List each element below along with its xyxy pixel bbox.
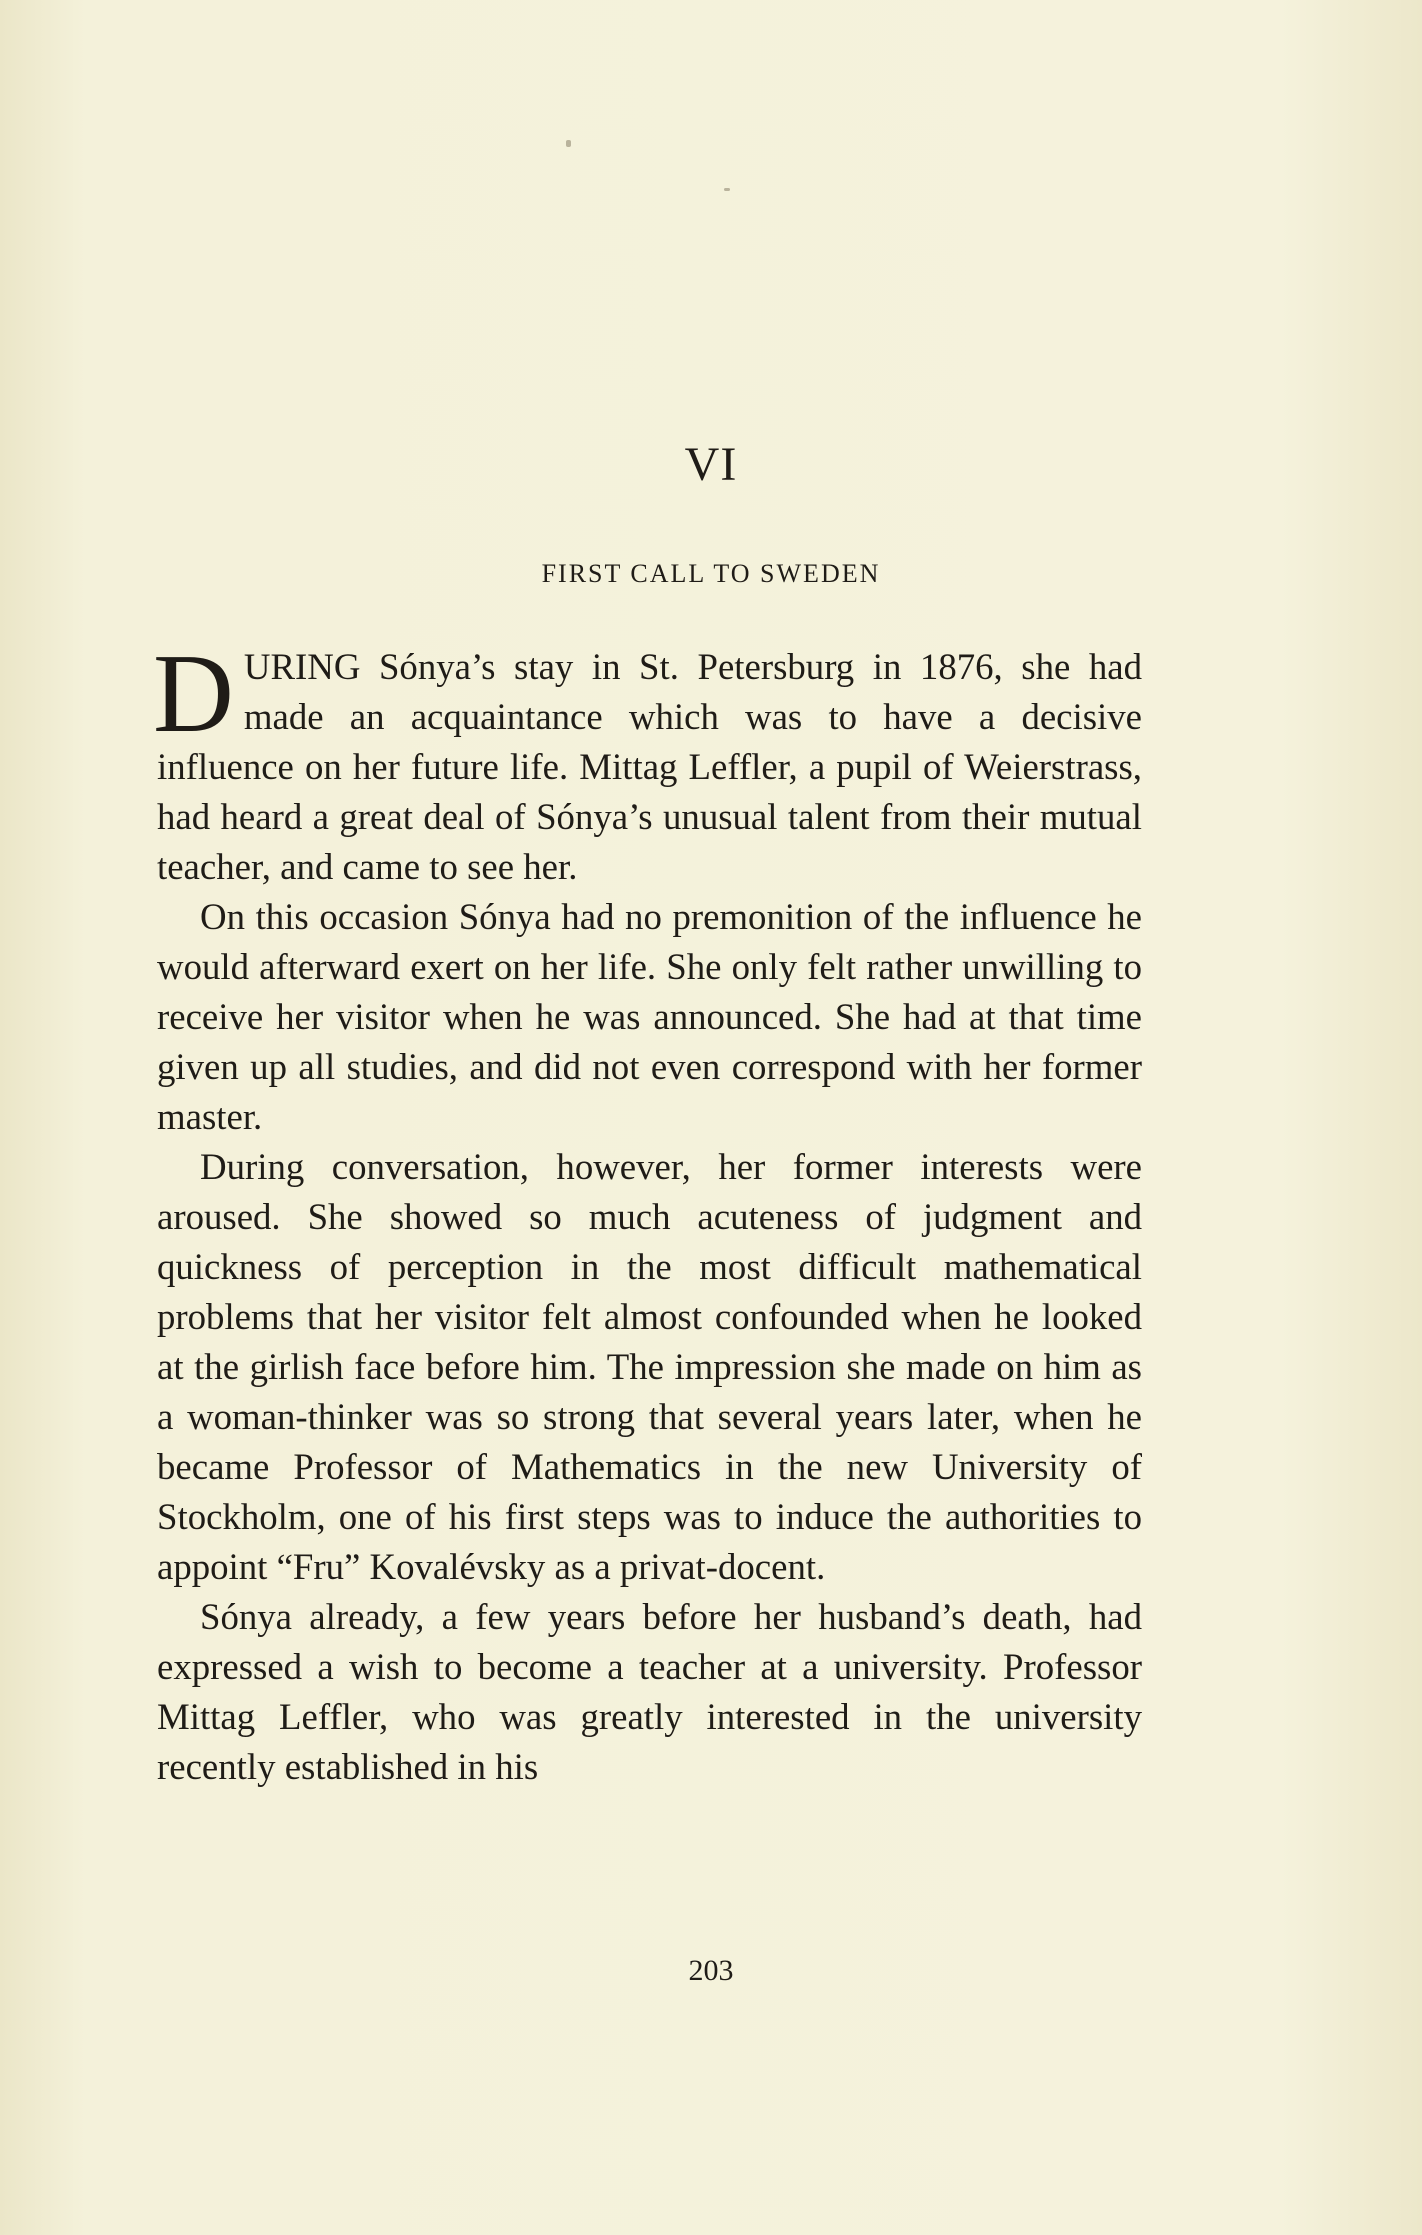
- paragraph-3: During conversation, however, her former interests were aroused. She showed so much acuteness of judgment and quickness of perception in the most difficult mathematical problems that her visitor felt almost confounded when he looked at the girlish face before him. The impression she made on him as a woman-thinker was so strong that several years later, when he became Professor of Mathematics in the new University of Stockholm, one of his first steps was to induce the authorities to appoint “Fru” Kovalévsky as a privat-docent.: [157, 1146, 1142, 1587]
- paragraph-1: [153, 632, 1142, 892]
- paragraph-1-text: URING Sónya’s stay in St. Petersburg in 1876, she had made an acquaintance which was to have a decisive influence on her future life. Mittag Leffler, a pupil of Weierstrass, had heard a great deal of Sónya’s unusual talent from their mutual teacher, and came to see her.: [157, 646, 1142, 887]
- paper-speck: [566, 140, 571, 147]
- paragraph-2: On this occasion Sónya had no premonition of the influence he would afterward exert on her life. She only felt rather unwilling to receive her visitor when he was announced. She had at that time given up all studies, and did not even correspond with her former master.: [157, 896, 1142, 1137]
- body-text: [153, 632, 1142, 1792]
- drop-cap: D: [153, 632, 234, 756]
- chapter-number: VI: [684, 438, 738, 491]
- paragraph-4: Sónya already, a few years before her husband’s death, had expressed a wish to become a teacher at a university. Professor Mittag Leffler, who was greatly interested in the university recently established in his: [157, 1596, 1142, 1787]
- chapter-title: FIRST CALL TO SWEDEN: [541, 559, 881, 588]
- paper-speck: [724, 188, 730, 191]
- page-number: 203: [688, 1954, 734, 1987]
